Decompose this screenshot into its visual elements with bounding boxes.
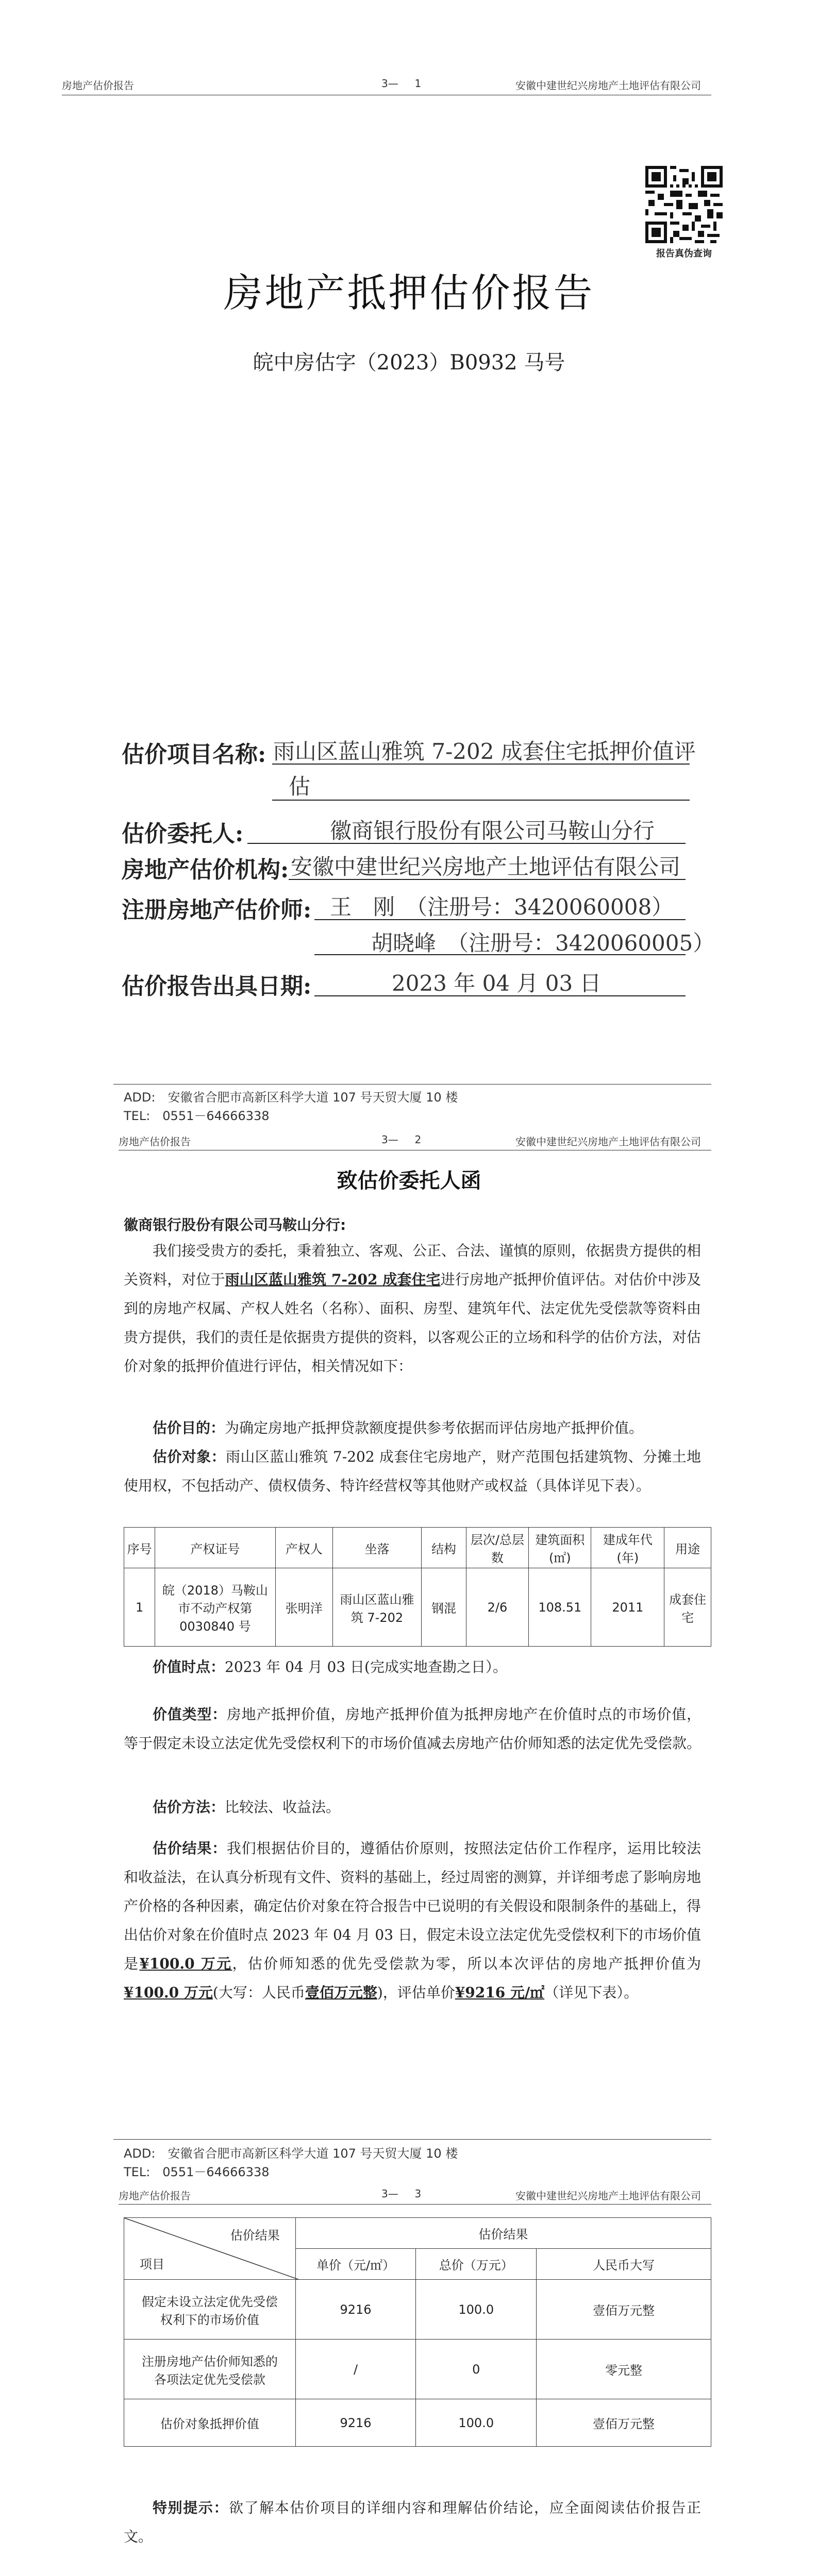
col-header: 序号 (124, 1528, 155, 1568)
cell: 1 (124, 1568, 155, 1647)
footer-tel: TEL: 0551－64666338 (124, 2165, 270, 2179)
letter-object: 估价对象：雨山区蓝山雅筑 7-202 成套住宅房地产，财产范围包括建筑物、分摊土地使用权，不包括动产、债权债务、特许经营权等其他财产或权益（具体详见下表）。 (124, 1448, 701, 1494)
letter-purpose: 估价目的：为确定房地产抵押贷款额度提供参考依据而评估房地产抵押价值。 (153, 1419, 644, 1436)
cell: 108.51 (529, 1568, 591, 1647)
cell: 注册房地产估价师知悉的各项法定优先受偿款 (124, 2340, 296, 2399)
page-header-company: 安徽中建世纪兴房地产土地评估有限公司 (515, 79, 701, 92)
sub-header: 单价（元/㎡） (295, 2249, 416, 2280)
page-header-company: 安徽中建世纪兴房地产土地评估有限公司 (515, 1136, 701, 1148)
table-row (124, 2280, 711, 2340)
footer-rule (113, 2139, 711, 2140)
col-header: 坐落 (332, 1528, 421, 1568)
group-header: 估价结果 (295, 2218, 711, 2249)
underline (272, 800, 690, 801)
letter-value-type: 价值类型：房地产抵押价值，房地产抵押价值为抵押房地产在价值时点的市场价值，等于假定未设立法定优先受偿权利下的市场价值减去房地产估价师知悉的法定优先受偿款。 (124, 1706, 702, 1752)
diag-top-label: 估价结果 (230, 2228, 280, 2243)
letter-result: 估价结果：我们根据估价目的，遵循估价原则，按照法定估价工作程序，运用比较法和收益法，在认真分析现有文件、资料的基础上，经过周密的测算，并详细考虑了影响房地产价格的各种因素，确定估价对象在符合报告中已说明的有关假设和限制条件的基础上，得出估价对象在价值时点 2023 年 04 月 03 日，假定未设立法定优先受偿权利下的市场价值是¥100.0 万元，估价师知悉的优先受偿款为零，所以本次评估的房地产抵押价值为¥100.0 万元(大写：人民币壹佰万元整)，评估单价¥9216 元/㎡（详见下表）。 (124, 1840, 702, 2001)
letter-addressee: 徽商银行股份有限公司马鞍山分行: (124, 1216, 346, 1233)
cell: / (295, 2340, 416, 2399)
sub-header: 人民币大写 (537, 2249, 711, 2280)
cell: 估价对象抵押价值 (124, 2399, 296, 2447)
table-row (124, 2399, 711, 2447)
field-label-project: 估价项目名称: (122, 741, 266, 768)
cell: 100.0 (416, 2399, 537, 2447)
col-header: 产权证号 (155, 1528, 276, 1568)
letter-value-time: 价值时点：2023 年 04 月 03 日(完成实地查勘之日）。 (153, 1658, 507, 1675)
cell: 9216 (295, 2280, 416, 2340)
letter-method: 估价方法：比较法、收益法。 (153, 1799, 341, 1816)
footer-address: ADD: 安徽省合肥市高新区科学大道 107 号天贸大厦 10 楼 (124, 2146, 458, 2161)
page-header-left: 房地产估价报告 (62, 79, 134, 92)
table-row (124, 1568, 711, 1647)
underline (272, 764, 690, 765)
cell: 壹佰万元整 (537, 2399, 711, 2447)
cell: 张明洋 (275, 1568, 332, 1647)
cell: 2/6 (466, 1568, 528, 1647)
header-rule (119, 2204, 711, 2205)
underline (289, 879, 686, 880)
letter-title: 致估价委托人函 (337, 1168, 481, 1193)
page-header-company: 安徽中建世纪兴房地产土地评估有限公司 (515, 2190, 701, 2202)
cell: 100.0 (416, 2280, 537, 2340)
field-label-appraiser: 注册房地产估价师: (122, 897, 312, 923)
field-value-agency: 安徽中建世纪兴房地产土地评估有限公司 (291, 854, 681, 879)
letter-intro: 我们接受贵方的委托，秉着独立、客观、公正、合法、谨慎的原则，依据贵方提供的相关资料，对位于雨山区蓝山雅筑 7-202 成套住宅进行房地产抵押价值评估。对估价中涉及到的房地产权属、产权人姓名（名称）、面积、房型、建筑年代、法定优先受偿款等资料由贵方提供，我们的责任是依据贵方提供的资料，以客观公正的立场和科学的估价方法，对估价对象的抵押价值进行评估，相关情况如下： (124, 1242, 702, 1375)
page-header-left: 房地产估价报告 (119, 2190, 191, 2202)
special-note: 特别提示：欲了解本估价项目的详细内容和理解估价结论，应全面阅读估价报告正文。 (124, 2499, 701, 2545)
cell: 假定未设立法定优先受偿权利下的市场价值 (124, 2280, 296, 2340)
field-label-agency: 房地产估价机构: (122, 857, 289, 883)
field-value-appraiser-1: 王 刚 （注册号：3420060008） (330, 894, 674, 920)
col-header: 产权人 (275, 1528, 332, 1568)
underline (314, 919, 686, 920)
diagonal-header-cell (124, 2218, 296, 2280)
result-table (124, 2217, 711, 2447)
col-header: 建成年代(年) (591, 1528, 664, 1568)
field-value-client: 徽商银行股份有限公司马鞍山分行 (330, 818, 655, 843)
cell: 2011 (591, 1568, 664, 1647)
field-value-project: 雨山区蓝山雅筑 7-202 成套住宅抵押价值评 (273, 739, 696, 764)
table-row (124, 2340, 711, 2399)
cell: 成套住宅 (664, 1568, 711, 1647)
page-header-left: 房地产估价报告 (119, 1136, 191, 1148)
page-header-number: 3— 2 (381, 1133, 422, 1146)
diag-bottom-label: 项目 (140, 2257, 164, 2272)
underline (247, 843, 686, 844)
qr-code[interactable] (645, 166, 723, 243)
page-header-number: 3— 1 (381, 77, 422, 90)
underline (314, 995, 686, 996)
cell: 雨山区蓝山雅筑 7-202 (332, 1568, 421, 1647)
field-value-date: 2023 年 04 月 03 日 (392, 971, 602, 996)
underline (314, 954, 686, 955)
field-label-date: 估价报告出具日期: (122, 973, 312, 999)
report-number: 皖中房估字（2023）B0932 马号 (253, 351, 565, 375)
cell: 9216 (295, 2399, 416, 2447)
page-header-number: 3— 3 (381, 2188, 422, 2200)
cell: 0 (416, 2340, 537, 2399)
col-header: 用途 (664, 1528, 711, 1568)
cell: 零元整 (537, 2340, 711, 2399)
footer-address: ADD: 安徽省合肥市高新区科学大道 107 号天贸大厦 10 楼 (124, 1090, 458, 1105)
cell: 钢混 (422, 1568, 466, 1647)
cell: 皖（2018）马鞍山市不动产权第 0030840 号 (155, 1568, 276, 1647)
col-header: 层次/总层数 (466, 1528, 528, 1568)
col-header: 结构 (422, 1528, 466, 1568)
report-title: 房地产抵押估价报告 (223, 270, 595, 316)
col-header: 建筑面积(㎡) (529, 1528, 591, 1568)
field-value-project-cont: 估 (289, 774, 311, 799)
sub-header: 总价（万元） (416, 2249, 537, 2280)
field-label-client: 估价委托人: (122, 821, 244, 847)
qr-caption: 报告真伪查询 (656, 248, 712, 259)
footer-tel: TEL: 0551－64666338 (124, 1109, 270, 1123)
cell: 壹佰万元整 (537, 2280, 711, 2340)
field-value-appraiser-2: 胡晓峰 （注册号：3420060005） (371, 930, 715, 956)
property-table (124, 1527, 711, 1647)
